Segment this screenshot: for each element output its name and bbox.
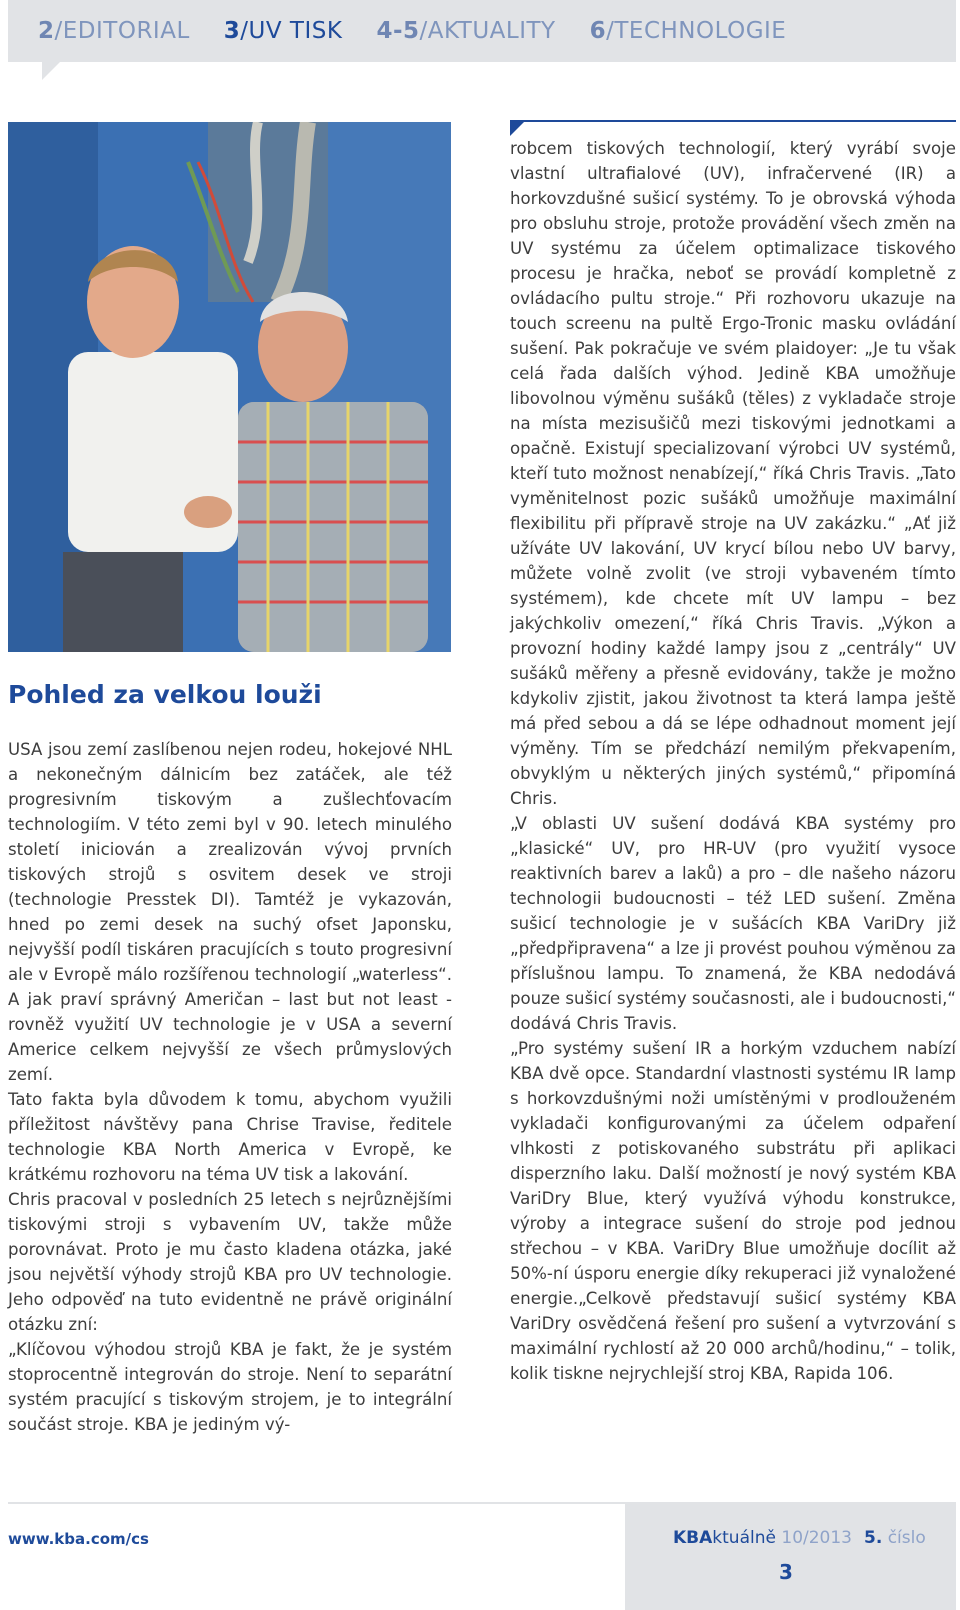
column-accent-triangle	[510, 120, 526, 136]
footer-panel	[625, 1504, 956, 1610]
footer-publication-title: KBAktuálně 10/2013 5. číslo	[673, 1528, 926, 1548]
nav-notch-decoration	[42, 62, 60, 80]
article-paragraph: robcem tiskových technologií, který vyrábí svoje vlastní ultrafialové (UV), infračervené (IR) a horkovzdušné sušicí systémy. To je obrovská výhoda pro obsluhu stroje, protože provádění všech změn na UV systému za účelem optimalizace tiskového procesu je hračka, neboť se provádí kompletně z ovládacího pultu stroje.“ Při rozhovoru ukazuje na touch screenu na pultě Ergo-Tronic masku ovládání sušení. Pak pokračuje ve svém plaidoyer: „Je tu však celá řada dalších výhod. Jedině KBA umožňuje libovolnou výměnu sušáků (těles) z vykladače stroje na místa mezisušičů mezi tiskovými jednotkami a opačně. Existují specializovaní výrobci UV systémů, kteří tuto možnost nenabízejí,“ říká Chris Travis. „Tato vyměnitelnost pozic sušáků umožňuje maximální flexibilitu při přípravě stroje na UV zakázku.“ „Ať již užíváte UV lakování, UV krycí bílou nebo UV barvy, můžete volně zvolit (ve stroji vybaveném tímto systémem), kde chcete mít UV lampu – bez jakýchkoliv omezení,“ říká Chris Travis. „Výkon a provozní hodiny každé lampy jsou z „centrály“ UV sušáků měřeny a přesně evidovány, takže je možno kdykoliv zjistit, jakou životnost ta která lampa ještě má před sebou a dá se lépe odhadnout moment její výměny. Tím se předchází nemilým překvapením, obvyklým u některých jiných systémů,“ připomíná Chris.	[510, 139, 956, 808]
article-column-right	[510, 136, 956, 1386]
footer-website-link[interactable]: www.kba.com/cs	[8, 1530, 149, 1548]
article-photo-handshake	[8, 122, 451, 652]
article-headline: Pohled za velkou louži	[8, 680, 322, 709]
nav-item-technologie[interactable]: 6/TECHNOLOGIE	[589, 18, 787, 44]
article-paragraph: „V oblasti UV sušení dodává KBA systémy pro „klasické“ UV, pro HR-UV (pro využití vysoce reaktivních barev a laků) a pro – dle našeho názoru technologii budoucnosti – též LED sušení. Změna sušicí technologie je v sušácích KBA VariDry již „předpřipravena“ a lze ji provést pouhou výměnou za příslušnou lampu. To znamená, že KBA nedodává pouze sušicí systémy současnosti, ale i budoucnosti,“ dodává Chris Travis.	[510, 814, 956, 1033]
article-paragraph: „Pro systémy sušení IR a horkým vzduchem nabízí KBA dvě opce. Standardní vlastnosti systému IR lamp s horkovzdušnými noži umístěnými v prodlouženém vykladači konfigurovanými za účelem odpaření vlhkosti z potiskovaného substrátu při aplikaci disperzního laku. Další možností je nový systém KBA VariDry Blue, který využívá výhodu konstrukce, výroby a integrace sušení do stroje pod jednou střechou – v KBA. VariDry Blue umožňuje docílit až 50%-ní úsporu energie díky rekuperaci již vynaložené energie.„Celkově představují sušicí systémy KBA VariDry osvědčená řešení pro sušení a vytvrzování s maximální rychlostí až 20 000 archů/hodinu,“ – tolik, kolik tiskne nejrychlejší stroj KBA, Rapida 106.	[510, 1039, 956, 1383]
article-paragraph: Tato fakta byla důvodem k tomu, abychom využili příležitost návštěvy pana Chrise Travise, ředitele technologie KBA North America v Evropě, ke krátkému rozhovoru na téma UV tisk a lakování.	[8, 1090, 452, 1184]
nav-item-uv-tisk[interactable]: 3/UV TISK	[223, 18, 343, 44]
article-column-left	[8, 737, 452, 1437]
top-navigation-bar	[8, 0, 956, 62]
nav-item-editorial[interactable]: 2/EDITORIAL	[38, 18, 190, 44]
article-paragraph: USA jsou zemí zaslíbenou nejen rodeu, hokejové NHL a nekonečným dálnicím bez zatáček, ale též progresivním tiskovým a zušlechťovacím technologiím. V této zemi byl v 90. letech minulého století iniciován a zrealizován vývoj prvních tiskových strojů s osvitem desek ve stroji (technologie Presstek DI). Tamtéž je vykazován, hned po zemi desek na suchý ofset Japonsku, nejvyšší podíl tiskáren pracujících s touto progresivní ale v Evropě málo rozšířenou technologií „waterless“. A jak praví správný Američan – last but not least - rovněž využití UV technologie je v USA a severní Americe celkem nejvyšší ze všech průmyslových zemí.	[8, 740, 452, 1084]
nav-item-aktuality[interactable]: 4-5/AKTUALITY	[376, 18, 556, 44]
column-accent-line	[510, 120, 956, 122]
article-paragraph: „Klíčovou výhodou strojů KBA je fakt, že je systém stoprocentně integrován do stroje. Není to separátní systém pracující s tiskovým strojem, je to integrální součást stroje. KBA je jediným vý-	[8, 1340, 452, 1434]
page-number: 3	[779, 1560, 793, 1584]
article-paragraph: Chris pracoval v posledních 25 letech s nejrůznějšími tiskovými stroji s vybavením UV, takže může porovnávat. Proto je mu často kladena otázka, jaké jsou největší výhody strojů KBA pro UV technologie. Jeho odpověď na tuto evidentně ne právě originální otázku zní:	[8, 1190, 452, 1334]
